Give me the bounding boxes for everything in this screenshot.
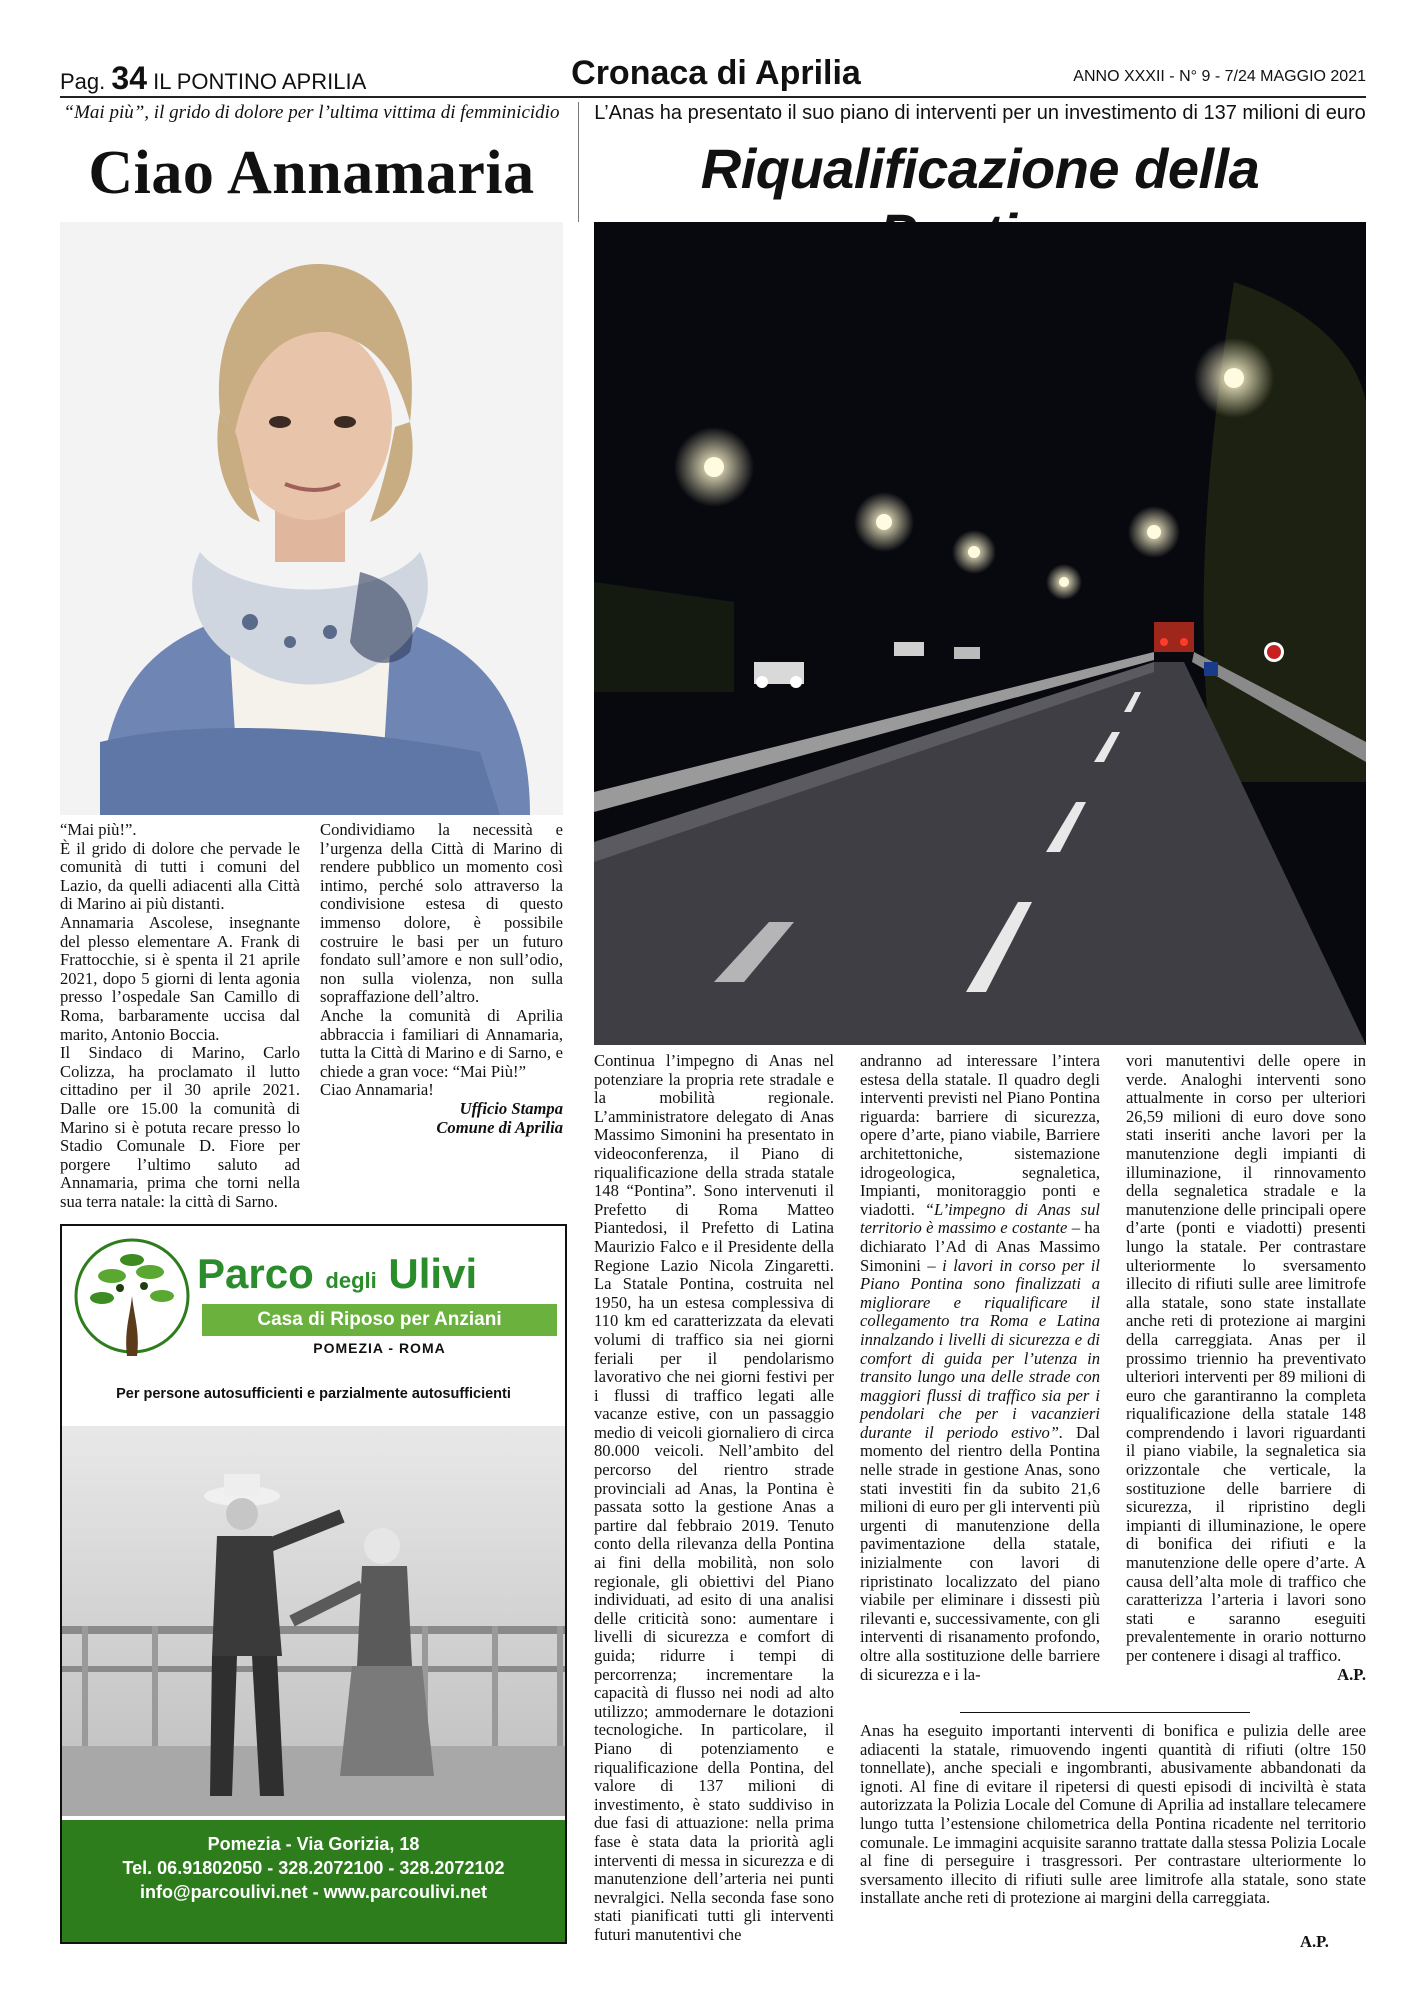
- road-night-photo: [594, 222, 1366, 1045]
- header-divider: [60, 96, 1366, 98]
- ad-phones[interactable]: Tel. 06.91802050 - 328.2072100 - 328.2072102: [122, 1858, 505, 1878]
- signature-line-2: Comune di Aprilia: [436, 1117, 563, 1137]
- right-article-column-2: andranno ad interessare l’intera estesa della statale. Il quadro degli interventi previsti nel Piano Pontina riguarda: barriere di sicurezza, opere d’arte, piano viabile, Barriere architettoniche, sistemazione idrogeologica, segnaletica, Impianti, monitoraggio ponti e viadotti. “L’impegno di Anas sul territorio è massimo e costante – ha dichiarato l’Ad di Anas Massimo Simonini – i lavori in corso per il Piano Pontina sono finalizzati a migliorare e riqualificare il collegamento tra Roma e Latina innalzando i livelli di sicurezza e di comfort di guida per l’utenza in transito lungo una delle strade con maggiori flussi di traffico sia per i pendolari che per i vacanzieri durante il periodo estivo”. Dal momento del rientro della Pontina nelle strade in gestione Anas, sono stati investiti fin da subito 21,6 milioni di euro per gli interventi più urgenti di manutenzione della pavimentazione della statale, inizialmente con lavori di ripristinato localizzato del piano viabile per eliminare i dissesti più rilevanti e, successivamente, con gli interventi di risanamento profondo, oltre alla sostituzione delle barriere di sicurezza e i la-: [860, 1051, 1101, 1684]
- ad-contact-footer: [62, 1820, 565, 1942]
- right-article-column-3: vori manutentivi delle opere in verde. Analoghi interventi sono attualmente in corso per ulteriori 26,59 milioni di euro dove sono stati inseriti anche lavori per la manutenzione degli impianti di illuminazione, il rinnovamento della segnaletica stradale e la manutenzione delle principali opere d’arte (ponti e viadotti) presenti lungo la statale. Per contrastare ulteriormente lo sversamento illecito di rifiuti sulle aree limitrofe alla statale, sono state installate anche reti di protezione ai margini della carreggiata. Anas per il prossimo triennio ha preventivato ulteriori interventi per 89 milioni di euro che garantiranno la completa riqualificazione della statale 148 comprendendo i lavori riguardanti il piano viabile, la segnaletica sia orizzontale che verticale, la sostituzione delle barriere di sicurezza, il ripristino degli impianti di illuminazione, le opere di bonifica dei rifiuti e la manutenzione delle opere d’arte. A causa dell’alta mole di traffico che caratterizza l’arteria i lavori sono stati e saranno eseguiti prevalentemente in orario notturno per contenere i disagi al traffico. A.P.: [1126, 1051, 1366, 1684]
- left-article-column-2: Condividiamo la necessità e l’urgenza della Città di Marino di rendere pubblico un momento così intimo, perché solo attraverso la condivisione estesa di questo immenso dolore, è possibile costruire le basi per un futuro fondato sull’amore e non sull’odio, non sulla violenza, non sulla sopraffazione dell’altro. Anche la comunità di Aprilia abbraccia i familiari di Annamaria, tutta la Città di Marino e di Sarno, e chiede a gran voce: “Mai Più!” Ciao Annamaria! Ufficio Stampa Comune di Aprilia: [320, 820, 563, 1137]
- ad-tagline: Per persone autosufficienti e parzialmente autosufficienti: [116, 1386, 511, 1402]
- author-initials: A.P.: [1337, 1664, 1366, 1684]
- box-author-initials: A.P.: [1300, 1932, 1329, 1951]
- ad-address: Pomezia - Via Gorizia, 18: [207, 1834, 420, 1854]
- section-title: Cronaca di Aprilia: [571, 54, 861, 92]
- box-separator: [960, 1712, 1250, 1713]
- issue-info: ANNO XXXII - N° 9 - 7/24 MAGGIO 2021: [1073, 68, 1366, 85]
- ad-city: POMEZIA - ROMA: [313, 1340, 446, 1356]
- ad-dancing-couple-photo: [62, 1426, 565, 1816]
- right-article-column-1: Continua l’impegno di Anas nel potenziare la propria rete stradale e la mobilità regionale. L’amministratore delegato di Anas Massimo Simonini ha presentato in videoconferenza, il Piano di riqualificazione della strada statale 148 “Pontina”. Sono intervenuti il Prefetto di Roma Matteo Piantedosi, il Prefetto di Latina Maurizio Falco e il Presidente della Regione Lazio Nicola Zingaretti. La Statale Pontina, costruita nel 1950, ha un estesa complessiva di 110 km ed caratterizzata da elevati volumi di traffico sia nei giorni feriali per il pendolarismo lavorativo che nei giorni festivi per i flussi di traffico legati alle vacanze estive, con un passaggio medio di veicoli giornaliero di circa 80.000 veicoli. Nell’ambito del percorso del rientro strade provinciali ad Anas, la Pontina è passata sotto la gestione Anas a partire dal febbraio 2019. Tenuto conto della rilevanza della Pontina ai fini della mobilità, non solo regionale, gli obiettivi del Piano individuati, ad esito di una analisi delle criticità sono: aumentare i livelli di sicurezza e comfort di guida; ridurre i tempi di percorrenza; incrementare la capacità di flusso nei nodi ad alto utilizzo; ammodernare le dotazioni tecnologiche. In particolare, il Piano di potenziamento e riqualificazione della Pontina, del valore di 137 milioni di investimento, è stato suddiviso in due fasi di attuazione: nella prima fase è stata data la priorità agli interventi di messa in sicurezza e di manutenzione dell’arteria nei punti nevralgici. Nella seconda fase sono stati pianificati tutti gli interventi futuri manutentivi che: [594, 1051, 834, 1944]
- woman-portrait-image: [60, 222, 563, 815]
- left-article-column-1: “Mai più!”. È il grido di dolore che pervade le comunità di tutti i comuni del Lazio, da quelli adiacenti alla Città di Marino ai più distanti. Annamaria Ascolese, insegnante del plesso elementare A. Frank di Frattocchie, si è spenta il 21 aprile 2021, dopo 5 giorni di lenta agonia presso l’ospedale San Camillo di Roma, barbaramente uccisa dal marito, Antonio Boccia. Il Sindaco di Marino, Carlo Colizza, ha proclamato il lutto cittadino per il 30 aprile 2021. Dalle ore 15.00 la comunità di Marino si è potuta recare presso lo Stadio Comunale D. Fiore per porgere l’ultimo saluto ad Annamaria, prima che torni nella sua terra natale: la città di Sarno.: [60, 820, 300, 1211]
- signature-line-1: Ufficio Stampa: [459, 1098, 563, 1118]
- publication-name: IL PONTINO APRILIA: [153, 69, 367, 94]
- ad-subtitle-band: Casa di Riposo per Anziani: [202, 1304, 557, 1336]
- right-article-kicker: L’Anas ha presentato il suo piano di interventi per un investimento di 137 milioni di euro: [594, 102, 1366, 124]
- column-divider: [578, 102, 579, 222]
- quote-1: “L’impegno di Anas sul territorio è massimo e costante: [860, 1199, 1100, 1238]
- quote-2: i lavori in corso per il Piano Pontina sono finalizzati a migliorare e riqualificare il collegamento tra Roma e Latina innalzando i livelli di sicurezza e di comfort di guida per l’utenza in transito lungo una delle strade con maggiori flussi di traffico sia per i pendolari che per i vacanzieri durante il periodo estivo”.: [860, 1255, 1100, 1442]
- right-article-title: Riqualificazione della: [700, 137, 1260, 200]
- ad-brand-name: Parco degli Ulivi: [197, 1250, 478, 1297]
- dancing-couple-image: [62, 1426, 565, 1816]
- portrait-photo: [60, 222, 563, 815]
- olive-tree-icon: [72, 1236, 192, 1366]
- ad-web[interactable]: info@parcoulivi.net - www.parcoulivi.net: [140, 1882, 487, 1902]
- left-article-kicker: “Mai più”, il grido di dolore per l’ultima vittima di femminicidio: [63, 102, 560, 123]
- sidebar-box-text: Anas ha eseguito importanti interventi di bonifica e pulizia delle aree adiacenti la statale, rimuovendo ingenti quantità di rifiuti (oltre 150 tonnellate), anche speciali e ingombranti, abusivamente abbandonati da ignoti. Al fine di evitare il ripetersi di questi episodi di inciviltà è stata autorizzata la Polizia Locale del Comune di Aprilia ad installare telecamere lungo tutta l’estensione chilometrica della Pontina ricadente nel territorio comunale. Le immagini acquisite saranno trattate dalla stessa Polizia Locale al fine di perseguire i trasgressori. Per contrastare ulteriormente lo sversamento illecito di rifiuti sulle aree limitrofe alla statale, sono state installate anche reti di protezione ai margini della carreggiata.: [860, 1721, 1366, 1908]
- left-article-title: Ciao Annamaria: [88, 139, 535, 207]
- page-number-value: 34: [111, 60, 147, 96]
- page-number: Pag. 34 IL PONTINO APRILIA: [60, 60, 367, 96]
- advertisement[interactable]: [60, 1224, 567, 1944]
- highway-image: [594, 222, 1366, 1045]
